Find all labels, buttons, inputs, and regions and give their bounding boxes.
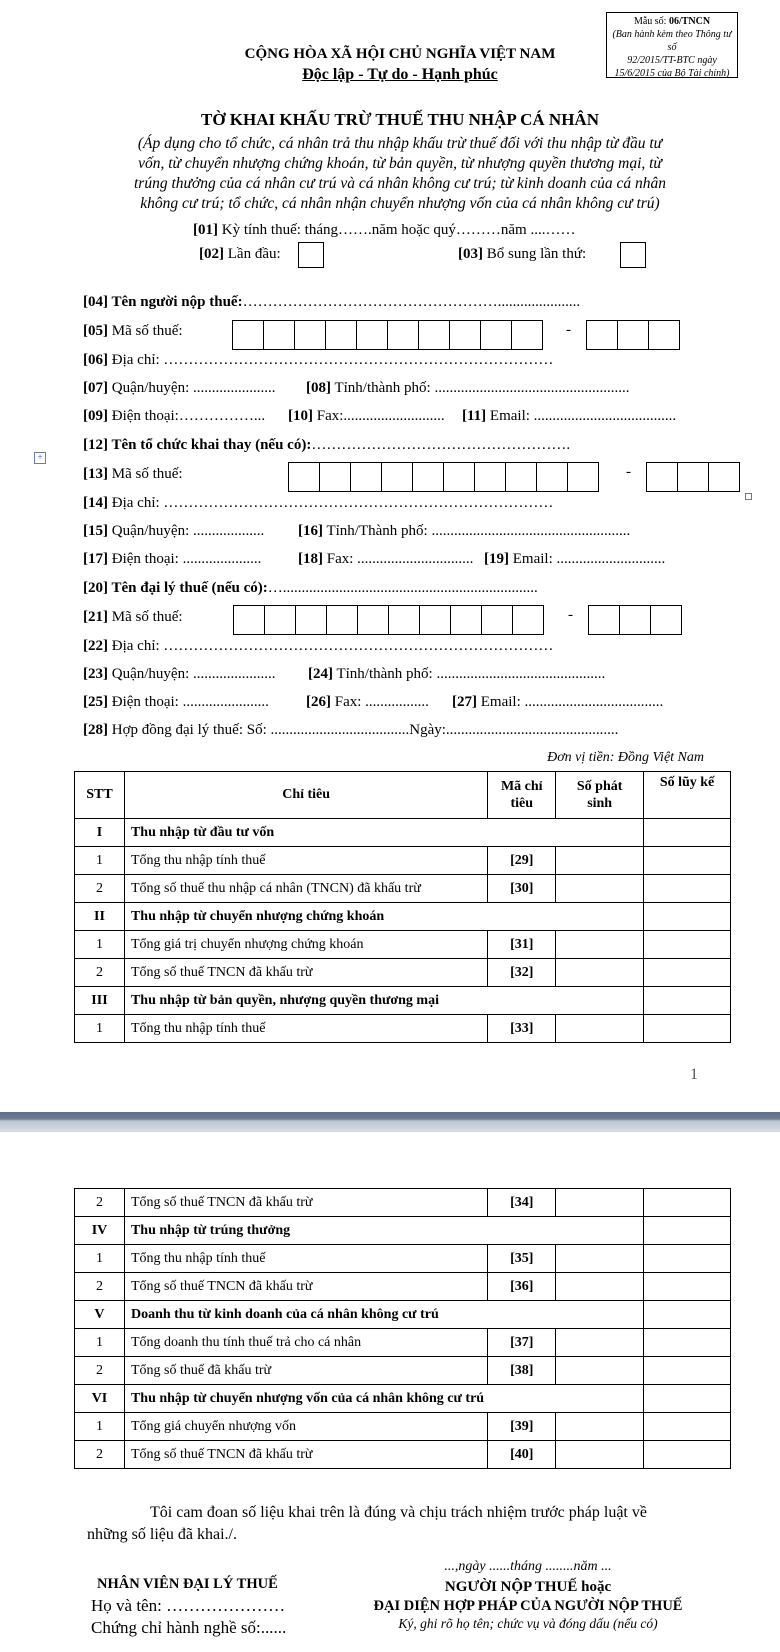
field-code: [16] xyxy=(298,523,323,539)
cell-indicator: Tổng số thuế TNCN đã khấu trừ xyxy=(124,959,487,987)
supplement-text: Bổ sung lần thứ: xyxy=(483,246,587,262)
field-label: Điện thoại:……………... xyxy=(108,408,266,424)
header-code-line: tiêu xyxy=(510,796,534,811)
field-dots: ……………………………………………...................... xyxy=(242,294,581,310)
period-text: Kỳ tính thuế: tháng…….năm hoặc quý………năm ....…… xyxy=(218,222,576,238)
digit-box[interactable] xyxy=(288,462,320,492)
cell-code: [31] xyxy=(488,931,556,959)
cell-stt: 1 xyxy=(75,1329,125,1357)
header-indicator: Chỉ tiêu xyxy=(124,772,487,819)
field-label: Tỉnh/thành phố: .................................................... xyxy=(331,380,630,396)
cell-cumulative[interactable] xyxy=(644,1329,731,1357)
table-row xyxy=(75,931,731,959)
cell-stt: 2 xyxy=(75,1441,125,1469)
agent-staff-name[interactable]: Họ và tên: ………………… xyxy=(91,1596,286,1615)
cell-arising[interactable] xyxy=(556,1245,644,1273)
cell-stt: V xyxy=(75,1301,125,1329)
digit-box[interactable] xyxy=(350,462,382,492)
cell-indicator: Tổng số thuế TNCN đã khấu trừ xyxy=(124,1441,487,1469)
digit-box[interactable] xyxy=(388,605,420,635)
cell-cumulative[interactable] xyxy=(644,987,731,1015)
cell-cumulative[interactable] xyxy=(644,1189,731,1217)
cell-stt: 2 xyxy=(75,875,125,903)
subtitle-line: (Áp dụng cho tổ chức, cá nhân trả thu nhập khấu trừ thuế đối với thu nhập từ đầu tư xyxy=(137,135,663,152)
digit-box[interactable] xyxy=(387,320,419,350)
cell-arising[interactable] xyxy=(556,959,644,987)
field-label: Fax:........................... xyxy=(313,408,445,424)
cell-section-title: Thu nhập từ chuyển nhượng chứng khoán xyxy=(124,903,643,931)
digit-box[interactable] xyxy=(418,320,450,350)
digit-box[interactable] xyxy=(586,320,618,350)
cell-section-title: Thu nhập từ chuyển nhượng vốn của cá nhân không cư trú xyxy=(124,1385,643,1413)
field-code: [10] xyxy=(288,408,313,424)
cell-cumulative[interactable] xyxy=(644,931,731,959)
field-label: Địa chỉ: …………………………………………………………………… xyxy=(108,638,554,654)
header-stt: STT xyxy=(75,772,125,819)
digit-box[interactable] xyxy=(650,605,682,635)
agent-address-field[interactable] xyxy=(83,638,553,655)
table-row xyxy=(75,1357,731,1385)
cell-stt: 1 xyxy=(75,1245,125,1273)
field-code: [28] xyxy=(83,722,108,738)
table-body-page-1 xyxy=(75,819,731,1043)
digit-box[interactable] xyxy=(677,462,709,492)
header-cumulative: Số lũy kế xyxy=(644,772,731,819)
digit-box[interactable] xyxy=(646,462,678,492)
field-label: Email: ............................. xyxy=(509,551,666,567)
field-code: [06] xyxy=(83,352,108,368)
agent-province-field[interactable] xyxy=(308,666,605,683)
digit-box[interactable] xyxy=(412,462,444,492)
taxpayer-email-field[interactable] xyxy=(462,408,676,425)
header-arising-line: sinh xyxy=(587,796,613,811)
agent-district-field[interactable] xyxy=(83,666,275,683)
field-code: [26] xyxy=(306,694,331,710)
field-label: Hợp đồng đại lý thuế: Số: .....................................Ngày:.............................................. xyxy=(108,722,619,738)
cell-arising[interactable] xyxy=(556,1441,644,1469)
subtitle-line: trúng thưởng của cá nhân cư trú và cá nhân không cư trú; từ kinh doanh của cá nhân xyxy=(134,175,666,192)
field-label: Quận/huyện: ...................... xyxy=(108,380,276,396)
tax-code-separator: - xyxy=(566,322,571,338)
agent-staff-certificate[interactable]: Chứng chỉ hành nghề số:...... xyxy=(91,1618,287,1637)
field-code: [27] xyxy=(452,694,477,710)
table-row xyxy=(75,1441,731,1469)
field-label: Quận/huyện: ................... xyxy=(108,523,265,539)
agent-tax-code-boxes[interactable] xyxy=(233,605,543,635)
first-time-code: [02] xyxy=(199,246,224,262)
cell-arising[interactable] xyxy=(556,875,644,903)
agent-staff-title: NHÂN VIÊN ĐẠI LÝ THUẾ xyxy=(97,1576,278,1592)
digit-box[interactable] xyxy=(536,462,568,492)
digit-box[interactable] xyxy=(481,605,513,635)
field-code: [15] xyxy=(83,523,108,539)
taxpayer-tax-code-boxes[interactable] xyxy=(232,320,542,350)
agent-phone-field[interactable] xyxy=(83,694,269,711)
digit-box[interactable] xyxy=(233,605,265,635)
form-code: 06/TNCN xyxy=(668,16,711,27)
cell-cumulative[interactable] xyxy=(644,875,731,903)
cell-cumulative[interactable] xyxy=(644,1441,731,1469)
table-header-row xyxy=(75,772,731,819)
cell-indicator: Tổng số thuế đã khấu trừ xyxy=(124,1357,487,1385)
digit-box[interactable] xyxy=(648,320,680,350)
table-resize-handle-icon[interactable] xyxy=(745,493,752,500)
digit-box[interactable] xyxy=(263,320,295,350)
table-row xyxy=(75,1245,731,1273)
subtitle-line: không cư trú; tổ chức, cá nhân nhận chuyển nhượng vốn của cá nhân không cư trú) xyxy=(140,195,660,212)
cell-arising[interactable] xyxy=(556,1357,644,1385)
field-label: Điện thoại: ....................... xyxy=(108,694,269,710)
field-code: [14] xyxy=(83,495,108,511)
agent-fax-field[interactable] xyxy=(306,694,429,711)
table-row xyxy=(75,875,731,903)
declaration-line-2: những số liệu đã khai./. xyxy=(87,1526,237,1543)
org-tax-code-suffix-boxes[interactable] xyxy=(646,462,739,492)
digit-box[interactable] xyxy=(325,320,357,350)
cell-stt: 1 xyxy=(75,1015,125,1043)
cell-code: [33] xyxy=(488,1015,556,1043)
cell-cumulative[interactable] xyxy=(644,1273,731,1301)
field-code: [05] xyxy=(83,323,108,339)
org-fax-field[interactable] xyxy=(298,551,473,568)
table-row xyxy=(75,847,731,875)
field-label: Quận/huyện: ...................... xyxy=(108,666,276,682)
cell-cumulative[interactable] xyxy=(644,1301,731,1329)
cell-code: [34] xyxy=(488,1189,556,1217)
signer-note: Ký, ghi rõ họ tên; chức vụ và đóng dấu (nếu có) xyxy=(398,1616,658,1631)
field-code: [12] xyxy=(83,437,108,453)
motto-wrap xyxy=(200,66,600,84)
digit-box[interactable] xyxy=(319,462,351,492)
field-code: [21] xyxy=(83,609,108,625)
field-code: [20] xyxy=(83,580,108,596)
taxpayer-fax-field[interactable] xyxy=(288,408,445,425)
digit-box[interactable] xyxy=(505,462,537,492)
section-row xyxy=(75,1217,731,1245)
org-province-field[interactable] xyxy=(298,523,630,540)
cell-indicator: Tổng doanh thu tính thuế trả cho cá nhân xyxy=(124,1329,487,1357)
field-label: Mã số thuế: xyxy=(108,323,183,339)
field-label: Email: ...................................... xyxy=(486,408,677,424)
field-code: [25] xyxy=(83,694,108,710)
cell-indicator: Tổng số thuế thu nhập cá nhân (TNCN) đã khấu trừ xyxy=(124,875,487,903)
taxpayer-district-field[interactable] xyxy=(83,380,275,397)
field-code: [13] xyxy=(83,466,108,482)
field-label: Mã số thuế: xyxy=(108,609,183,625)
cell-indicator: Tổng số thuế TNCN đã khấu trừ xyxy=(124,1189,487,1217)
cell-code: [35] xyxy=(488,1245,556,1273)
field-label: Fax: ................. xyxy=(331,694,429,710)
cell-section-title: Doanh thu từ kinh doanh của cá nhân không cư trú xyxy=(124,1301,643,1329)
taxpayer-province-field[interactable] xyxy=(306,380,629,397)
field-label: Điện thoại: ..................... xyxy=(108,551,262,567)
agent-email-field[interactable] xyxy=(452,694,663,711)
digit-box[interactable] xyxy=(443,462,475,492)
cell-code: [39] xyxy=(488,1413,556,1441)
cell-arising[interactable] xyxy=(556,1273,644,1301)
table-row xyxy=(75,1189,731,1217)
digit-box[interactable] xyxy=(264,605,296,635)
section-row xyxy=(75,819,731,847)
field-dots: ….................................................................... xyxy=(267,580,538,596)
digit-box[interactable] xyxy=(619,605,651,635)
cell-section-title: Thu nhập từ đầu tư vốn xyxy=(124,819,643,847)
cell-cumulative[interactable] xyxy=(644,847,731,875)
field-code: [17] xyxy=(83,551,108,567)
signer-title-2: ĐẠI DIỆN HỢP PHÁP CỦA NGƯỜI NỘP THUẾ xyxy=(373,1598,683,1614)
digit-box[interactable] xyxy=(511,320,543,350)
cell-code: [38] xyxy=(488,1357,556,1385)
taxpayer-name-field[interactable] xyxy=(83,294,580,311)
agent-contract-field[interactable] xyxy=(83,722,618,739)
field-code: [04] xyxy=(83,294,108,310)
digit-box[interactable] xyxy=(356,320,388,350)
digit-box[interactable] xyxy=(449,320,481,350)
tax-code-separator: - xyxy=(568,607,573,623)
field-label: Địa chỉ: …………………………………………………………………… xyxy=(108,495,554,511)
cell-indicator: Tổng thu nhập tính thuế xyxy=(124,1245,487,1273)
agent-name-field[interactable] xyxy=(83,580,538,597)
indicator-table xyxy=(74,771,731,1043)
cell-stt: III xyxy=(75,987,125,1015)
table-row xyxy=(75,1273,731,1301)
cell-stt: 2 xyxy=(75,1189,125,1217)
digit-box[interactable] xyxy=(295,605,327,635)
first-time-text: Lần đầu: xyxy=(224,246,281,262)
cell-cumulative[interactable] xyxy=(644,959,731,987)
cell-indicator: Tổng thu nhập tính thuế xyxy=(124,1015,487,1043)
cell-stt: 2 xyxy=(75,1273,125,1301)
cell-arising[interactable] xyxy=(556,1329,644,1357)
tax-code-separator: - xyxy=(626,464,631,480)
digit-box[interactable] xyxy=(419,605,451,635)
cell-stt: I xyxy=(75,819,125,847)
agent-tax-code-label xyxy=(83,609,183,626)
cell-section-title: Thu nhập từ trúng thưởng xyxy=(124,1217,643,1245)
cell-code: [29] xyxy=(488,847,556,875)
section-row xyxy=(75,903,731,931)
cell-cumulative[interactable] xyxy=(644,1385,731,1413)
digit-box[interactable] xyxy=(708,462,740,492)
page-number: 1 xyxy=(690,1066,698,1083)
digit-box[interactable] xyxy=(326,605,358,635)
field-label: Tỉnh/Thành phố: ..................................................... xyxy=(323,523,631,539)
org-address-field[interactable] xyxy=(83,495,553,512)
motto: Độc lập - Tự do - Hạnh phúc xyxy=(302,66,498,83)
cell-arising[interactable] xyxy=(556,847,644,875)
field-label: Mã số thuế: xyxy=(108,466,183,482)
org-tax-code-label xyxy=(83,466,183,483)
form-note-line: 15/6/2015 của Bộ Tài chính) xyxy=(614,68,730,79)
signer-title-1: NGƯỜI NỘP THUẾ hoặc xyxy=(444,1579,612,1595)
period-code: [01] xyxy=(193,222,218,238)
cell-code: [40] xyxy=(488,1441,556,1469)
org-tax-code-boxes[interactable] xyxy=(288,462,598,492)
taxpayer-tax-code-label xyxy=(83,323,183,340)
indicator-table-continued xyxy=(74,1188,731,1469)
field-label: Tên đại lý thuế (nếu có): xyxy=(108,580,268,596)
cell-arising[interactable] xyxy=(556,1015,644,1043)
agent-tax-code-suffix-boxes[interactable] xyxy=(588,605,681,635)
header-arising-line: Số phát xyxy=(576,779,623,794)
field-dots: ……………………………………………. xyxy=(311,437,571,453)
cell-cumulative[interactable] xyxy=(644,903,731,931)
period-line xyxy=(193,222,575,239)
cell-section-title: Thu nhập từ bản quyền, nhượng quyền thương mại xyxy=(124,987,643,1015)
cell-cumulative[interactable] xyxy=(644,1015,731,1043)
field-label: Fax: ............................... xyxy=(323,551,474,567)
field-code: [09] xyxy=(83,408,108,424)
cell-code: [36] xyxy=(488,1273,556,1301)
page-gap xyxy=(0,1112,780,1132)
cell-stt: IV xyxy=(75,1217,125,1245)
digit-box[interactable] xyxy=(480,320,512,350)
cell-stt: II xyxy=(75,903,125,931)
field-code: [24] xyxy=(308,666,333,682)
supplement-number-box[interactable] xyxy=(620,242,646,268)
digit-box[interactable] xyxy=(294,320,326,350)
cell-indicator: Tổng giá chuyển nhượng vốn xyxy=(124,1413,487,1441)
org-district-field[interactable] xyxy=(83,523,264,540)
table-row xyxy=(75,1015,731,1043)
cell-stt: 1 xyxy=(75,931,125,959)
field-label: Địa chỉ: …………………………………………………………………… xyxy=(108,352,554,368)
org-phone-field[interactable] xyxy=(83,551,261,568)
cell-code: [37] xyxy=(488,1329,556,1357)
cell-indicator: Tổng thu nhập tính thuế xyxy=(124,847,487,875)
section-row xyxy=(75,987,731,1015)
table-row xyxy=(75,1329,731,1357)
taxpayer-tax-code-suffix-boxes[interactable] xyxy=(586,320,679,350)
field-code: [22] xyxy=(83,638,108,654)
table-row xyxy=(75,1413,731,1441)
field-code: [08] xyxy=(306,380,331,396)
org-email-field[interactable] xyxy=(484,551,665,568)
field-code: [07] xyxy=(83,380,108,396)
cell-stt: VI xyxy=(75,1385,125,1413)
field-code: [11] xyxy=(462,408,487,424)
supplement-code: [03] xyxy=(458,246,483,262)
header-arising xyxy=(556,772,644,819)
country-name: CỘNG HÒA XÃ HỘI CHỦ NGHĨA VIỆT NAM xyxy=(244,46,556,62)
cell-cumulative[interactable] xyxy=(644,1217,731,1245)
currency-unit-note: Đơn vị tiền: Đồng Việt Nam xyxy=(547,750,704,765)
form-code-box xyxy=(606,12,738,78)
digit-box[interactable] xyxy=(357,605,389,635)
digit-box[interactable] xyxy=(232,320,264,350)
cell-cumulative[interactable] xyxy=(644,1413,731,1441)
table-move-handle-icon[interactable]: + xyxy=(34,452,46,464)
cell-code: [30] xyxy=(488,875,556,903)
field-label: Email: ..................................... xyxy=(477,694,664,710)
form-subtitle xyxy=(80,134,720,214)
cell-cumulative[interactable] xyxy=(644,1357,731,1385)
cell-indicator: Tổng giá trị chuyển nhượng chứng khoán xyxy=(124,931,487,959)
field-label: Tên tổ chức khai thay (nếu có): xyxy=(108,437,312,453)
section-row xyxy=(75,1301,731,1329)
header-code xyxy=(488,772,556,819)
form-note-line: (Ban hành kèm theo Thông tư số xyxy=(612,29,732,53)
first-time-checkbox[interactable] xyxy=(298,242,324,268)
org-name-field[interactable] xyxy=(83,437,570,454)
cell-stt: 1 xyxy=(75,1413,125,1441)
section-row xyxy=(75,1385,731,1413)
cell-stt: 1 xyxy=(75,847,125,875)
subtitle-line: vốn, từ chuyển nhượng chứng khoán, từ bản quyền, từ nhượng quyền thương mại, từ xyxy=(138,155,662,172)
digit-box[interactable] xyxy=(512,605,544,635)
cell-stt: 2 xyxy=(75,959,125,987)
digit-box[interactable] xyxy=(381,462,413,492)
cell-arising[interactable] xyxy=(556,1413,644,1441)
field-label: Tỉnh/thành phố: ............................................. xyxy=(333,666,606,682)
table-row xyxy=(75,959,731,987)
page-2 xyxy=(0,1132,780,1652)
taxpayer-address-field[interactable] xyxy=(83,352,553,369)
digit-box[interactable] xyxy=(474,462,506,492)
digit-box[interactable] xyxy=(588,605,620,635)
form-code-prefix: Mẫu số: xyxy=(633,16,669,27)
cell-arising[interactable] xyxy=(556,1189,644,1217)
table-body-page-2 xyxy=(75,1189,731,1469)
taxpayer-phone-field[interactable] xyxy=(83,408,265,425)
supplement-label xyxy=(458,246,586,263)
declaration-line-1: Tôi cam đoan số liệu khai trên là đúng và chịu trách nhiệm trước pháp luật về xyxy=(150,1504,647,1521)
header-code-line: Mã chỉ xyxy=(500,779,543,794)
cell-code: [32] xyxy=(488,959,556,987)
form-note-line: 92/2015/TT-BTC ngày xyxy=(627,55,717,66)
digit-box[interactable] xyxy=(617,320,649,350)
field-code: [18] xyxy=(298,551,323,567)
field-label: Tên người nộp thuế: xyxy=(108,294,243,310)
cell-arising[interactable] xyxy=(556,931,644,959)
sign-date: ...,ngày ......tháng ........năm ... xyxy=(444,1559,612,1574)
cell-stt: 2 xyxy=(75,1357,125,1385)
cell-cumulative[interactable] xyxy=(644,819,731,847)
digit-box[interactable] xyxy=(567,462,599,492)
cell-cumulative[interactable] xyxy=(644,1245,731,1273)
form-title: TỜ KHAI KHẤU TRỪ THUẾ THU NHẬP CÁ NHÂN xyxy=(201,110,599,129)
cell-indicator: Tổng số thuế TNCN đã khấu trừ xyxy=(124,1273,487,1301)
first-time-label xyxy=(199,246,281,263)
field-code: [19] xyxy=(484,551,509,567)
field-code: [23] xyxy=(83,666,108,682)
digit-box[interactable] xyxy=(450,605,482,635)
